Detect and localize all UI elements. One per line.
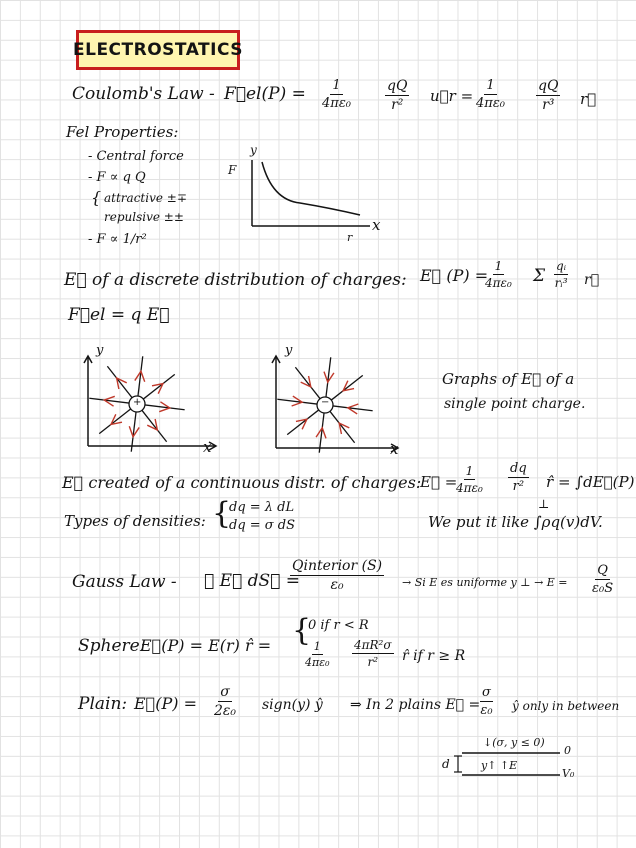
continuous-perp-mark: ⊥ — [538, 497, 550, 511]
frac-den: 4πε₀ — [305, 656, 330, 669]
densities-note: We put it like ∫ρq(v)dV. — [428, 513, 603, 531]
frac-num: Qinterior (S) — [292, 558, 383, 574]
plain-only-between: ŷ only in between — [512, 699, 620, 713]
frac-den: rᵢ³ — [554, 276, 568, 290]
discrete-lhs: E⃗ (P) = — [420, 266, 489, 285]
frac-den: ε₀ — [480, 703, 493, 718]
frac-den: r³ — [542, 97, 555, 113]
sphere-lhs: E⃗(P) = E(r) r̂ = — [140, 636, 272, 655]
force-graph-y-label: y — [250, 143, 257, 157]
fel-equation: F⃗el = q E⃗ — [68, 305, 170, 325]
sphere-case-outside: r̂ if r ≥ R — [402, 648, 466, 664]
field-graph-left-y-label: y — [96, 343, 104, 358]
frac-num: 1 — [313, 640, 321, 653]
coulomb-rvec: r⃗ — [580, 90, 597, 108]
plate-voltage-label: V₀ — [562, 767, 575, 780]
densities-label: Types of densities: — [64, 512, 206, 530]
sphere-label: Sphere: — [78, 636, 146, 656]
field-caption-line1: Graphs of E⃗ of a — [442, 370, 575, 388]
continuous-text: E⃗ created of a continuous distr. of charges: — [62, 473, 422, 492]
property-item: repulsive ±± — [104, 210, 184, 224]
frac-num: qᵢ — [556, 259, 567, 273]
gauss-uniform-note: → Si E es uniforme y ⊥ → E = — [402, 576, 568, 589]
frac-num: 1 — [332, 78, 341, 93]
property-item: - Central force — [88, 149, 184, 164]
sphere-case-inside: 0 if r < R — [308, 618, 369, 633]
field-graph-right-y-label: y — [285, 343, 293, 358]
force-graph-f-label: F — [228, 163, 237, 177]
frac-num: 4πR²σ — [354, 638, 392, 652]
frac-den: 2ε₀ — [214, 703, 237, 719]
property-item: - F ∝ q Q — [88, 170, 146, 185]
plate-field-label: y↑ ↑E — [481, 759, 518, 772]
force-graph-r-label: r — [347, 231, 353, 244]
frac-den: r² — [367, 655, 379, 669]
properties-heading: Fel Properties: — [66, 123, 179, 141]
discrete-sum: Σ — [533, 266, 546, 286]
discrete-rvec: r⃗ — [584, 272, 600, 288]
frac-num: qQ — [387, 78, 408, 94]
sphere-brace: { — [292, 613, 312, 648]
frac-num: qQ — [538, 78, 559, 94]
continuous-lhs: E⃗ = — [420, 473, 458, 491]
plate-top-label: ↓(σ, y ≤ 0) — [483, 736, 545, 749]
frac-num: 1 — [465, 464, 474, 478]
coulomb-lhs: F⃗el(P) = — [224, 84, 306, 104]
field-caption-line2: single point charge. — [444, 396, 586, 412]
plate-zero-label: 0 — [564, 744, 571, 757]
property-item: - F ∝ 1/r² — [88, 232, 147, 247]
frac-den: r² — [391, 97, 404, 113]
plain-label: Plain: — [78, 694, 128, 714]
frac-num: 1 — [494, 259, 503, 273]
negative-charge-sign: − — [321, 397, 330, 408]
frac-den: ε₀ — [330, 577, 344, 593]
densities-brace: { — [212, 496, 232, 531]
frac-den: 4πε₀ — [322, 96, 352, 111]
frac-num: dq — [510, 461, 527, 476]
field-graph-left-x-label: x — [203, 438, 212, 456]
coulomb-ur: u⃗r = — [430, 87, 474, 105]
frac-den: ε₀S — [592, 581, 614, 596]
page-title: ELECTROSTATICS — [73, 40, 243, 60]
gauss-label: Gauss Law - — [72, 572, 177, 592]
frac-num: σ — [482, 685, 491, 700]
brace-glyph: { — [91, 188, 102, 207]
frac-num: Q — [597, 563, 608, 578]
force-graph-x-label: x — [372, 216, 381, 234]
field-graph-right-x-label: x — [390, 440, 399, 458]
frac-den: 4πε₀ — [485, 276, 512, 290]
plate-distance-label: d — [442, 757, 450, 771]
gauss-integral: ∮ E⃗ dS⃗ = — [204, 571, 300, 591]
positive-charge-sign: + — [133, 397, 142, 408]
density-line: dq = λ dL — [229, 500, 295, 515]
frac-den: r² — [512, 479, 525, 494]
frac-num: σ — [220, 684, 230, 700]
property-item: attractive ±∓ — [104, 191, 187, 205]
plain-sign: sign(y) ŷ — [262, 697, 323, 713]
plain-lhs: E⃗(P) = — [134, 694, 198, 713]
frac-den: 4πε₀ — [476, 96, 506, 111]
coulomb-label: Coulomb's Law - — [72, 84, 215, 104]
density-line: dq = σ dS — [229, 518, 296, 533]
continuous-rhs: r̂ = ∫dE⃗(P) — [546, 473, 635, 491]
frac-den: 4πε₀ — [456, 481, 483, 495]
discrete-text: E⃗ of a discrete distribution of charges: — [64, 270, 407, 290]
plain-two-plains: ⇒ In 2 plains E⃗ = — [350, 697, 481, 713]
frac-num: 1 — [486, 78, 495, 93]
